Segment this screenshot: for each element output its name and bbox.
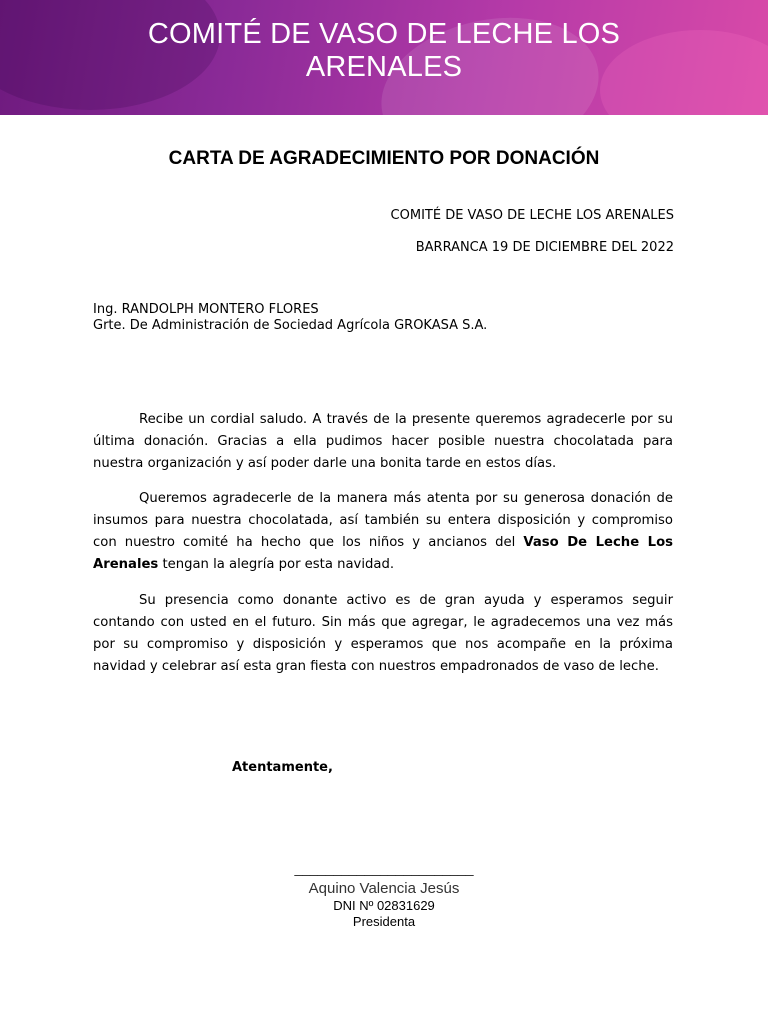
sender-line: COMITÉ DE VASO DE LECHE LOS ARENALES xyxy=(390,208,674,223)
paragraph-2-text: tengan la alegría por esta navidad. xyxy=(158,557,395,572)
banner-title xyxy=(0,18,768,84)
signatory-dni: DNI Nº 02831629 xyxy=(333,898,435,913)
header-banner xyxy=(0,0,768,115)
paragraph-1: Recibe un cordial saludo. A través de la presente queremos agradecerle por su última donación. Gracias a ella pudimos hacer posible nuestra chocolatada para nuestra organización y así poder darle una bonita tarde en estos días. xyxy=(93,412,673,471)
paragraph-3: Su presencia como donante activo es de gran ayuda y esperamos seguir contando con usted en el futuro. Sin más que agregar, le agradecemos una vez más por su compromiso y disposición y esperamos que nos acompañe en la próxima navidad y celebrar así esta gran fiesta con nuestros empadronados de vaso de leche. xyxy=(93,593,673,674)
place-date: BARRANCA 19 DE DICIEMBRE DEL 2022 xyxy=(415,240,674,255)
recipient-name: Ing. RANDOLPH MONTERO FLORES xyxy=(93,302,319,317)
signature-line: _______________________ xyxy=(294,860,474,876)
paragraph-2-text: Queremos agradecerle de la manera más atenta por su generosa donación de insumos para nuestra chocolatada, así también su entera disposición y compromiso con nuestro comité ha hecho que los niños y ancianos del xyxy=(93,491,673,550)
banner-title-line: COMITÉ DE VASO DE LECHE LOS xyxy=(147,18,621,50)
paragraph-2 xyxy=(93,488,673,576)
recipient-title: Grte. De Administración de Sociedad Agrícola GROKASA S.A. xyxy=(93,318,488,333)
closing: Atentamente, xyxy=(232,760,333,775)
organization-name: Vaso De Leche Los Arenales xyxy=(93,535,673,572)
banner-title-line: ARENALES xyxy=(305,51,463,83)
document-title: CARTA DE AGRADECIMIENTO POR DONACIÓN xyxy=(168,148,600,169)
signatory-role: Presidenta xyxy=(352,914,416,929)
signatory-name: Aquino Valencia Jesús xyxy=(308,880,460,897)
